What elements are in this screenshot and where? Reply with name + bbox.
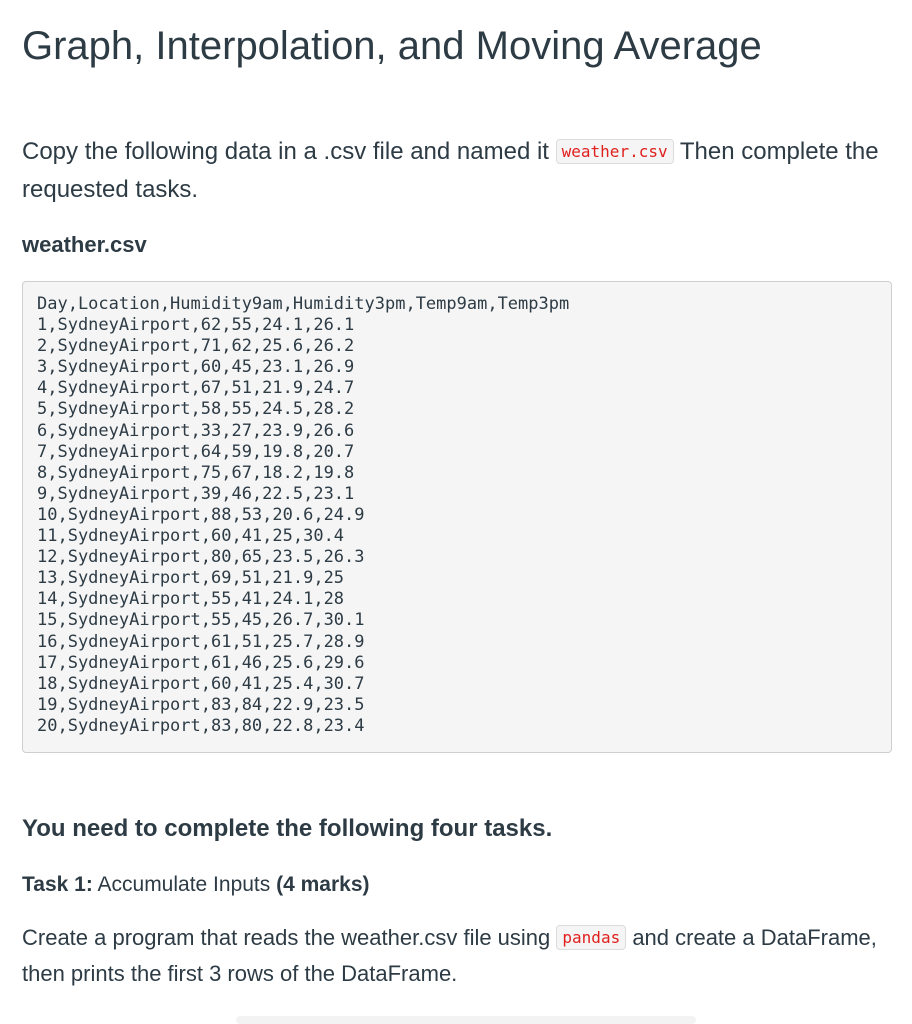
csv-line: 7,SydneyAirport,64,59,19.8,20.7 (37, 441, 355, 462)
csv-line: 15,SydneyAirport,55,45,26.7,30.1 (37, 610, 365, 631)
csv-code-block[interactable] (22, 281, 892, 753)
csv-line: 4,SydneyAirport,67,51,21.9,24.7 (37, 378, 355, 399)
csv-line: 12,SydneyAirport,80,65,23.5,26.3 (37, 547, 365, 568)
csv-line: 3,SydneyAirport,60,45,23.1,26.9 (37, 357, 355, 378)
csv-line: 10,SydneyAirport,88,53,20.6,24.9 (37, 504, 365, 525)
task1-marks: (4 marks) (276, 873, 370, 896)
intro-text-after: Then complete the requested tasks. (22, 138, 879, 203)
csv-line: 19,SydneyAirport,83,84,22.9,23.5 (37, 694, 365, 715)
intro-text-before: Copy the following data in a .csv file and named it (22, 138, 556, 165)
csv-line: 5,SydneyAirport,58,55,24.5,28.2 (37, 399, 355, 420)
csv-line: 11,SydneyAirport,60,41,25,30.4 (37, 526, 345, 547)
csv-line: 9,SydneyAirport,39,46,22.5,23.1 (37, 483, 355, 504)
csv-line: 20,SydneyAirport,83,80,22.8,23.4 (37, 715, 365, 736)
task1-desc-after: and create a DataFrame, then prints the first 3 rows of the DataFrame. (22, 925, 877, 986)
csv-line: 13,SydneyAirport,69,51,21.9,25 (37, 568, 345, 589)
csv-line: 17,SydneyAirport,61,46,25.6,29.6 (37, 652, 365, 673)
filename-code: weather.csv (556, 139, 674, 164)
pandas-code: pandas (556, 925, 626, 950)
task1-description (22, 920, 882, 992)
csv-line: 14,SydneyAirport,55,41,24.1,28 (37, 589, 345, 610)
csv-line: 1,SydneyAirport,62,55,24.1,26.1 (37, 315, 355, 336)
task1-label: Task 1: (22, 873, 93, 896)
csv-line: 18,SydneyAirport,60,41,25.4,30.7 (37, 673, 365, 694)
intro-paragraph (22, 133, 882, 209)
task1-heading (22, 870, 370, 900)
scroll-fade (236, 1016, 696, 1024)
csv-line: 6,SydneyAirport,33,27,23.9,26.6 (37, 420, 355, 441)
page-title: Graph, Interpolation, and Moving Average (22, 24, 762, 68)
csv-line: 8,SydneyAirport,75,67,18.2,19.8 (37, 462, 355, 483)
task1-name: Accumulate Inputs (92, 873, 277, 896)
file-label: weather.csv (22, 232, 147, 257)
task1-desc-before: Create a program that reads the weather.csv file using (22, 925, 557, 950)
csv-line: Day,Location,Humidity9am,Humidity3pm,Temp9am,Temp3pm (37, 294, 570, 314)
csv-line: 2,SydneyAirport,71,62,25.6,26.2 (37, 336, 355, 357)
csv-line: 16,SydneyAirport,61,51,25.7,28.9 (37, 631, 365, 652)
tasks-heading: You need to complete the following four tasks. (22, 815, 553, 842)
